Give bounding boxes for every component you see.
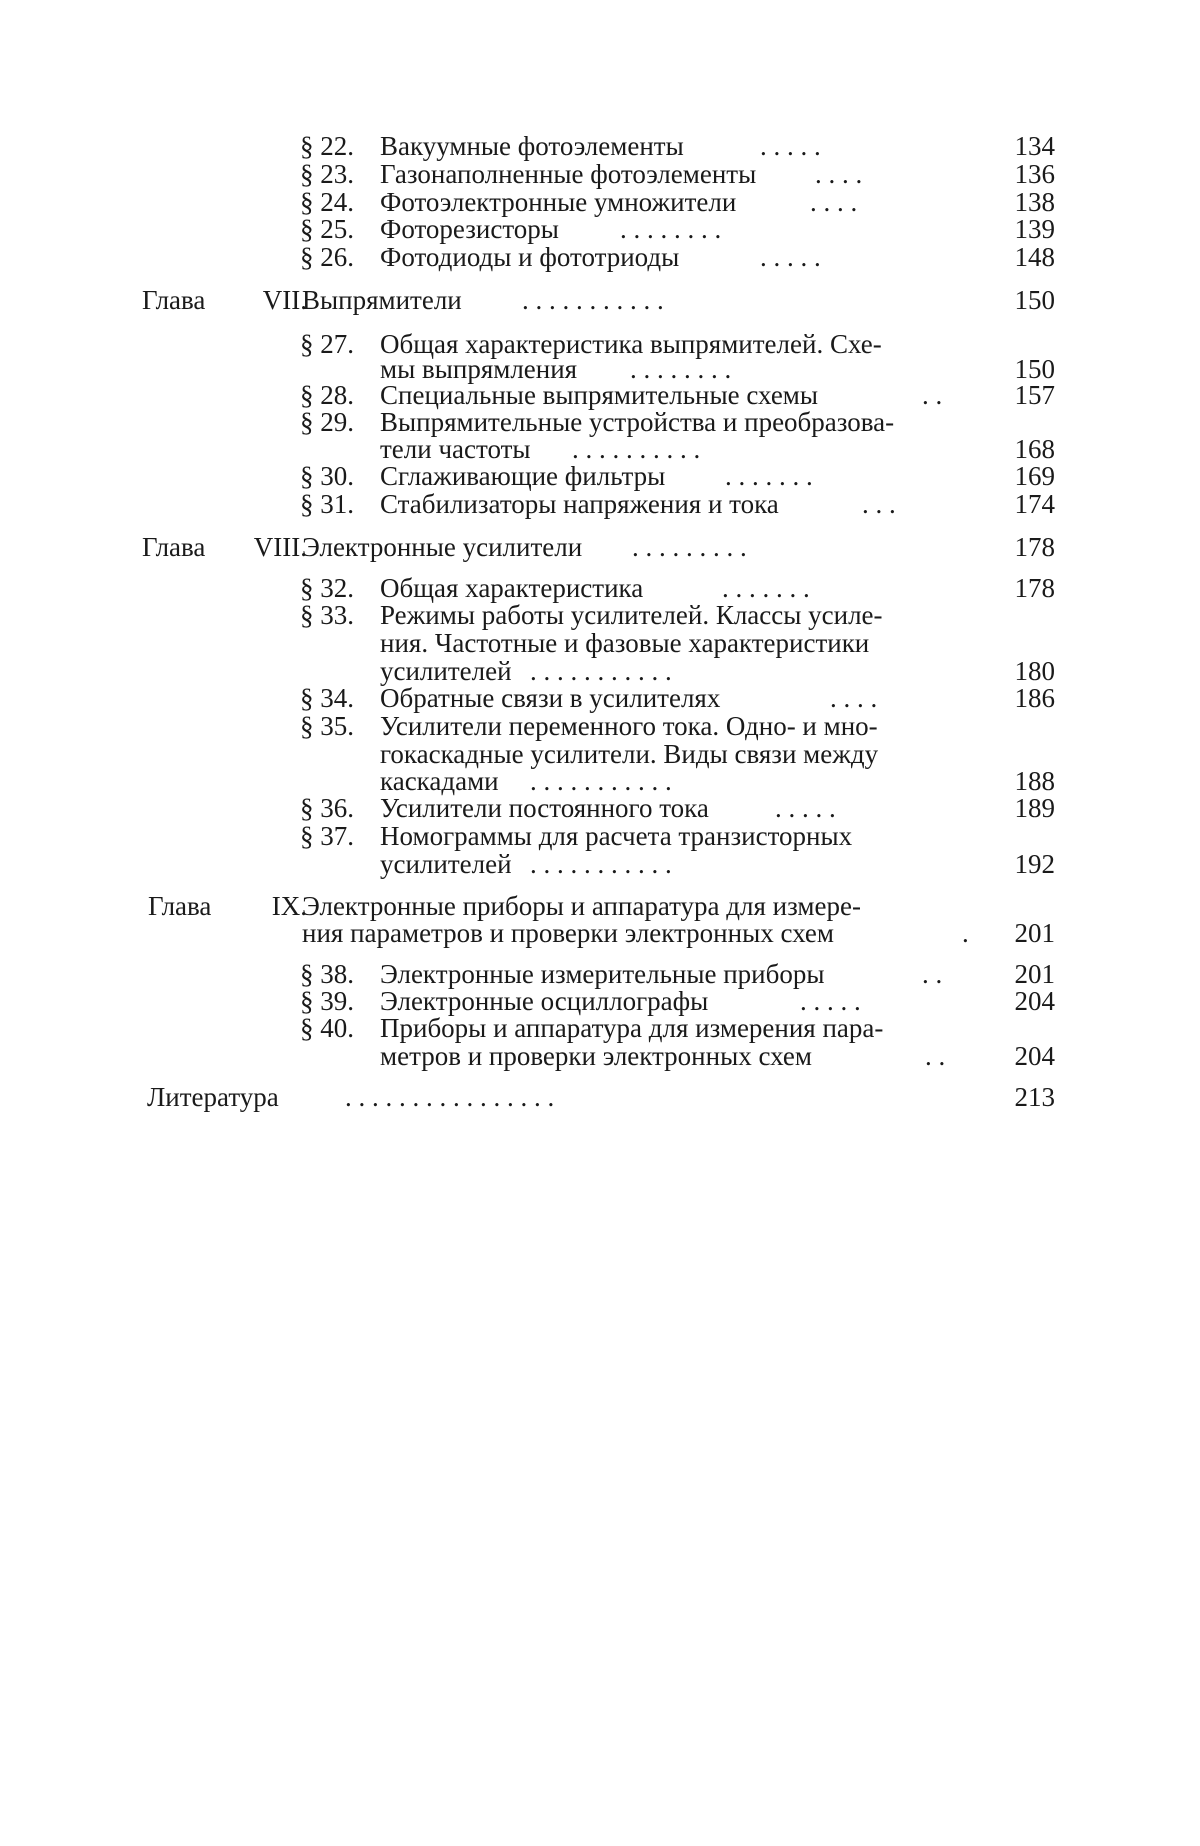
page-number: 201 (1014, 918, 1055, 948)
dot-leader: . . . . . (760, 131, 821, 161)
section-title-line-2: гокаскадные усилители. Виды связи между (380, 739, 879, 769)
dot-leader: . . . . . (800, 986, 861, 1016)
section-title: Усилители постоянного тока (380, 793, 709, 823)
section-title: Обратные связи в усилителях (380, 683, 721, 713)
dot-leader: . . . . . . . . (630, 354, 732, 384)
page-number: 138 (1014, 187, 1055, 217)
section-number: § 36. (300, 793, 354, 823)
section-title-line-1: Режимы работы усилителей. Классы усиле- (380, 600, 883, 630)
dot-leader: . . . . . . . . . (632, 532, 747, 562)
page-number: 178 (1014, 532, 1055, 562)
chapter-number: VIII. (253, 532, 307, 562)
section-number: § 38. (300, 959, 354, 989)
section-number: § 25. (300, 214, 354, 244)
section-number: § 32. (300, 573, 354, 603)
chapter-title: Электронные усилители (302, 532, 583, 562)
dot-leader: . . . . . . . . . . (572, 434, 701, 464)
dot-leader: . . . . . . . . . . . (530, 766, 672, 796)
page-number: 204 (1014, 986, 1055, 1016)
page-number: 201 (1014, 959, 1055, 989)
page-number: 180 (1014, 656, 1055, 686)
section-title-line-2: усилителей (380, 849, 512, 879)
section-number: § 29. (300, 407, 354, 437)
page-number: 178 (1014, 573, 1055, 603)
section-title: Общая характеристика (380, 573, 644, 603)
dot-leader: . . . . (830, 683, 878, 713)
page-number: 168 (1014, 434, 1055, 464)
page-number: 150 (1014, 354, 1055, 384)
page-number: 192 (1014, 849, 1055, 879)
dot-leader: . . . . . . . . . . . (530, 849, 672, 879)
dot-leader: . . . . (810, 187, 858, 217)
chapter-label: Глава (142, 285, 206, 315)
chapter-title-line-1: Электронные приборы и аппаратура для измере- (302, 891, 861, 921)
dot-leader: . . . . . (775, 793, 836, 823)
chapter-title: Выпрямители (302, 285, 462, 315)
section-title: Стабилизаторы напряжения и тока (380, 489, 779, 519)
dot-leader: . . . . . . . (722, 573, 810, 603)
section-title: Фотодиоды и фототриоды (380, 242, 680, 272)
literature-title: Литература (147, 1082, 279, 1112)
dot-leader: . . . . . (760, 242, 821, 272)
dot-leader: . . (922, 959, 943, 989)
dot-leader: . . . . . . . . . . . . . . . . (345, 1082, 555, 1112)
section-title: Фотоэлектронные умножители (380, 187, 737, 217)
section-number: § 37. (300, 821, 354, 851)
dot-leader: . . . . . . . (725, 461, 813, 491)
section-title: Электронные измерительные приборы (380, 959, 825, 989)
section-title-line-1: Усилители переменного тока. Одно- и мно- (380, 711, 878, 741)
page-number: 188 (1014, 766, 1055, 796)
section-title-line-1: Приборы и аппаратура для измерения пара- (380, 1013, 884, 1043)
section-title-line-1: Номограммы для расчета транзисторных (380, 821, 853, 851)
page-number: 204 (1014, 1041, 1055, 1071)
section-number: § 23. (300, 159, 354, 189)
dot-leader: . . . . . . . . . . . (522, 285, 664, 315)
page-number: 169 (1014, 461, 1055, 491)
section-number: § 28. (300, 380, 354, 410)
chapter-title-line-2: ния параметров и проверки электронных схем (302, 918, 834, 948)
page-number: 189 (1014, 793, 1055, 823)
dot-leader: . (962, 918, 969, 948)
section-title-line-2: мы выпрямления (380, 354, 578, 384)
dot-leader: . . . . (815, 159, 863, 189)
section-number: § 40. (300, 1013, 354, 1043)
page-number: 134 (1014, 131, 1055, 161)
dot-leader: . . (922, 380, 943, 410)
section-title: Специальные выпрямительные схемы (380, 380, 819, 410)
dot-leader: . . . . . . . . (620, 214, 722, 244)
section-number: § 33. (300, 600, 354, 630)
page-number: 139 (1014, 214, 1055, 244)
section-title-line-3: каскадами (380, 766, 499, 796)
section-number: § 27. (300, 329, 354, 359)
section-title: Газонаполненные фотоэлементы (380, 159, 757, 189)
chapter-label: Глава (142, 532, 206, 562)
section-title: Фоторезисторы (380, 214, 559, 244)
page-number: 174 (1014, 489, 1055, 519)
section-number: § 39. (300, 986, 354, 1016)
chapter-number: IX. (271, 891, 307, 921)
section-title-line-2: ния. Частотные и фазовые характеристики (380, 628, 870, 658)
page-number: 150 (1014, 285, 1055, 315)
section-title-line-1: Выпрямительные устройства и преобразова- (380, 407, 895, 437)
page-number: 213 (1014, 1082, 1055, 1112)
dot-leader: . . . . . . . . . . . (530, 656, 672, 686)
section-number: § 31. (300, 489, 354, 519)
section-number: § 34. (300, 683, 354, 713)
section-title: Сглаживающие фильтры (380, 461, 666, 491)
section-number: § 22. (300, 131, 354, 161)
dot-leader: . . . (862, 489, 896, 519)
section-title: Вакуумные фотоэлементы (380, 131, 684, 161)
dot-leader: . . (925, 1041, 946, 1071)
section-number: § 26. (300, 242, 354, 272)
section-title-line-2: тели частоты (380, 434, 531, 464)
page-number: 136 (1014, 159, 1055, 189)
page-number: 157 (1014, 380, 1055, 410)
section-title-line-3: усилителей (380, 656, 512, 686)
page-number: 186 (1014, 683, 1055, 713)
chapter-number: VII. (262, 285, 307, 315)
section-number: § 24. (300, 187, 354, 217)
section-title-line-1: Общая характеристика выпрямителей. Схе- (380, 329, 882, 359)
page-number: 148 (1014, 242, 1055, 272)
section-number: § 30. (300, 461, 354, 491)
section-number: § 35. (300, 711, 354, 741)
section-title-line-2: метров и проверки электронных схем (380, 1041, 812, 1071)
chapter-label: Глава (148, 891, 212, 921)
section-title: Электронные осциллографы (380, 986, 709, 1016)
